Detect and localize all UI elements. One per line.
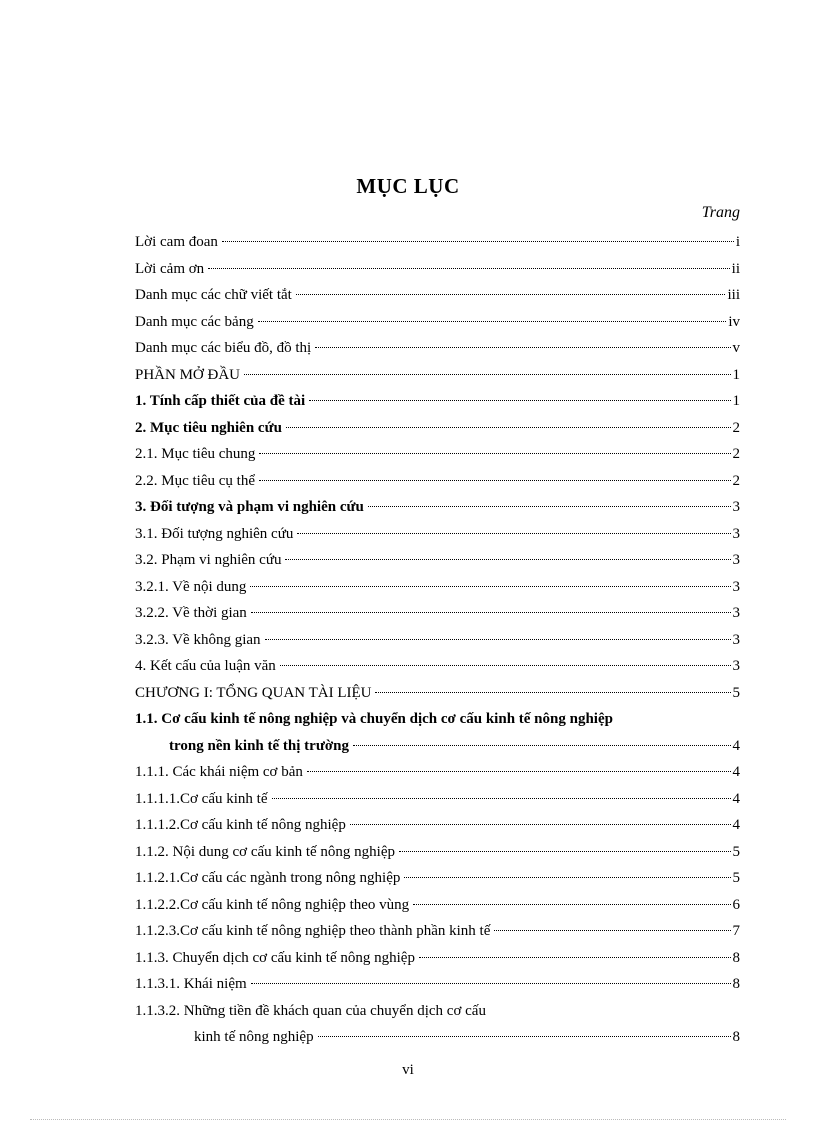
toc-entry-text: 2. Mục tiêu nghiên cứu — [135, 419, 282, 436]
toc-leader — [251, 982, 731, 984]
toc-entry[interactable] — [135, 547, 740, 574]
toc-leader — [353, 744, 731, 746]
toc-leader — [419, 956, 731, 958]
toc-entry-page: 7 — [732, 923, 740, 939]
toc-entry-text: 1.1.3.1. Khái niệm — [135, 976, 247, 992]
toc-entry-text: 2.2. Mục tiêu cụ thể — [135, 472, 255, 489]
toc-entry[interactable] — [135, 309, 740, 336]
toc-leader — [258, 320, 727, 322]
toc-entry[interactable] — [135, 627, 740, 654]
toc-entry[interactable] — [135, 680, 740, 707]
toc-entry-text: Danh mục các chữ viết tắt — [135, 287, 292, 303]
toc-entry[interactable] — [135, 945, 740, 972]
toc-entry-page: 5 — [732, 870, 740, 886]
toc-entry-text: 3.2.2. Về thời gian — [135, 605, 247, 621]
toc-entry-page: i — [735, 234, 740, 250]
toc-entry[interactable] — [135, 521, 740, 548]
toc-leader — [413, 903, 730, 905]
toc-entry-page: 5 — [732, 843, 740, 860]
toc-leader — [286, 426, 731, 428]
toc-entry-page: 1 — [732, 366, 740, 383]
toc-entry[interactable] — [135, 812, 740, 839]
toc-entry[interactable] — [135, 600, 740, 627]
toc-entry[interactable] — [135, 335, 740, 362]
toc-entry[interactable] — [135, 441, 740, 468]
toc-leader — [307, 770, 731, 772]
toc-entry-text: 1.1.3. Chuyển dịch cơ cấu kinh tế nông nghiệp — [135, 949, 415, 966]
toc-entry-page: 2 — [732, 419, 740, 436]
toc-entry[interactable] — [135, 971, 740, 998]
toc-entry-text: 2.1. Mục tiêu chung — [135, 446, 256, 462]
toc-entry-text: 3.2.3. Về không gian — [135, 631, 261, 648]
toc-entry[interactable] — [135, 733, 740, 760]
toc-entry-text: 3.2. Phạm vi nghiên cứu — [135, 552, 282, 568]
toc-entry-page: 8 — [732, 976, 740, 992]
toc-entry-page: 3 — [732, 631, 740, 648]
toc-entry[interactable] — [135, 1024, 740, 1051]
toc-entry-page: 6 — [732, 896, 740, 913]
toc-entry-page: 3 — [732, 499, 740, 515]
toc-leader — [244, 373, 730, 375]
toc-entry-page: 4 — [732, 737, 740, 754]
toc-leader — [272, 797, 731, 799]
toc-entry-page: v — [732, 340, 740, 356]
toc-leader — [297, 532, 730, 534]
toc-entry[interactable] — [135, 786, 740, 813]
toc-entry[interactable] — [135, 892, 740, 919]
toc-leader — [280, 664, 731, 666]
toc-entry-text: 1.1.2.3.Cơ cấu kinh tế nông nghiệp theo thành phần kinh tế — [135, 923, 491, 939]
toc-leader — [350, 823, 731, 825]
toc-entry[interactable] — [135, 494, 740, 521]
toc-entry-page: 4 — [732, 790, 740, 807]
toc-entry-page: iii — [727, 287, 740, 303]
toc-leader — [285, 558, 730, 560]
toc-entry[interactable] — [135, 653, 740, 680]
toc-entry-text: Danh mục các bảng — [135, 313, 254, 330]
toc-entry-text: kinh tế nông nghiệp — [194, 1029, 314, 1045]
toc-leader — [251, 611, 731, 613]
toc-entry[interactable] — [135, 282, 740, 309]
toc-entry-page: 3 — [732, 552, 740, 568]
toc-leader — [315, 346, 730, 348]
page-title: MỤC LỤC — [356, 174, 460, 198]
toc-entry-text: trong nền kinh tế thị trường — [169, 737, 349, 754]
toc-entry[interactable] — [135, 918, 740, 945]
toc-entry-page: 1 — [732, 393, 740, 409]
toc-entry-text: 1.1.1.1.Cơ cấu kinh tế — [135, 790, 268, 807]
toc-entry-text: 1.1.3.2. Những tiền đề khách quan của chuyển dịch cơ cấu — [135, 1002, 486, 1019]
toc-entry-page: iv — [728, 313, 740, 330]
toc-entry-text: 4. Kết cấu của luận văn — [135, 658, 276, 674]
toc-entry-text: 1.1.2.1.Cơ cấu các ngành trong nông nghiệp — [135, 870, 401, 886]
toc-entry-text: 1.1.1.2.Cơ cấu kinh tế nông nghiệp — [135, 817, 346, 833]
toc-entry-text: 3. Đối tượng và phạm vi nghiên cứu — [135, 499, 364, 515]
toc-leader — [259, 479, 731, 481]
page-column-label: Trang — [701, 204, 740, 221]
toc-entry-page: 3 — [732, 658, 740, 674]
toc-entry[interactable] — [135, 574, 740, 601]
toc-entry-page: 3 — [732, 578, 740, 595]
toc-entry-page: 4 — [732, 764, 740, 780]
toc-entry-page: 3 — [732, 605, 740, 621]
toc-leader — [208, 267, 729, 269]
toc-entry-text: 1.1.2.2.Cơ cấu kinh tế nông nghiệp theo vùng — [135, 896, 410, 913]
toc-leader — [265, 638, 731, 640]
toc-leader — [404, 876, 730, 878]
toc-leader — [399, 850, 731, 852]
toc-entry[interactable] — [135, 229, 740, 256]
toc-entry[interactable] — [135, 759, 740, 786]
toc-entry-text: Lời cam đoan — [135, 234, 218, 250]
toc-entry-page: 2 — [732, 472, 740, 489]
toc-entry-text: 1.1.1. Các khái niệm cơ bản — [135, 764, 303, 780]
toc-entry-page: 4 — [732, 817, 740, 833]
toc-entry-text: 1. Tính cấp thiết của đề tài — [135, 393, 306, 409]
toc-leader — [494, 929, 730, 931]
toc-entry[interactable] — [135, 468, 740, 495]
table-of-contents — [135, 229, 740, 1051]
toc-leader — [318, 1035, 731, 1037]
toc-entry-text: 1.1. Cơ cấu kinh tế nông nghiệp và chuyển dịch cơ cấu kinh tế nông nghiệp — [135, 711, 613, 727]
toc-leader — [222, 240, 734, 242]
page-number-footer: vi — [402, 1062, 414, 1078]
toc-entry-heading[interactable] — [135, 998, 740, 1025]
toc-entry-text: Lời cảm ơn — [135, 260, 205, 277]
toc-entry-text: 1.1.2. Nội dung cơ cấu kinh tế nông nghiệp — [135, 843, 395, 860]
toc-entry[interactable] — [135, 256, 740, 283]
toc-entry-heading[interactable] — [135, 706, 740, 733]
toc-entry[interactable] — [135, 415, 740, 442]
toc-leader — [296, 293, 726, 295]
toc-leader — [368, 505, 731, 507]
toc-entry[interactable] — [135, 388, 740, 415]
toc-entry-page: 2 — [732, 446, 740, 462]
toc-entry-page: 8 — [732, 1029, 740, 1045]
toc-entry-page: 5 — [732, 684, 740, 701]
toc-entry-text: 3.1. Đối tượng nghiên cứu — [135, 525, 294, 542]
toc-entry[interactable] — [135, 362, 740, 389]
toc-leader — [375, 691, 730, 693]
toc-entry-page: 3 — [732, 525, 740, 542]
toc-entry[interactable] — [135, 865, 740, 892]
toc-leader — [309, 399, 730, 401]
toc-leader — [250, 585, 730, 587]
toc-leader — [259, 452, 730, 454]
toc-entry-text: 3.2.1. Về nội dung — [135, 578, 247, 595]
toc-entry-text: Danh mục các biểu đồ, đồ thị — [135, 340, 312, 356]
toc-entry-text: PHẦN MỞ ĐẦU — [135, 366, 241, 383]
toc-entry[interactable] — [135, 839, 740, 866]
toc-entry-text: CHƯƠNG I: TỔNG QUAN TÀI LIỆU — [135, 684, 372, 701]
toc-entry-page: 8 — [732, 949, 740, 966]
page-bottom-divider — [30, 1119, 786, 1120]
toc-entry-page: ii — [731, 260, 740, 277]
